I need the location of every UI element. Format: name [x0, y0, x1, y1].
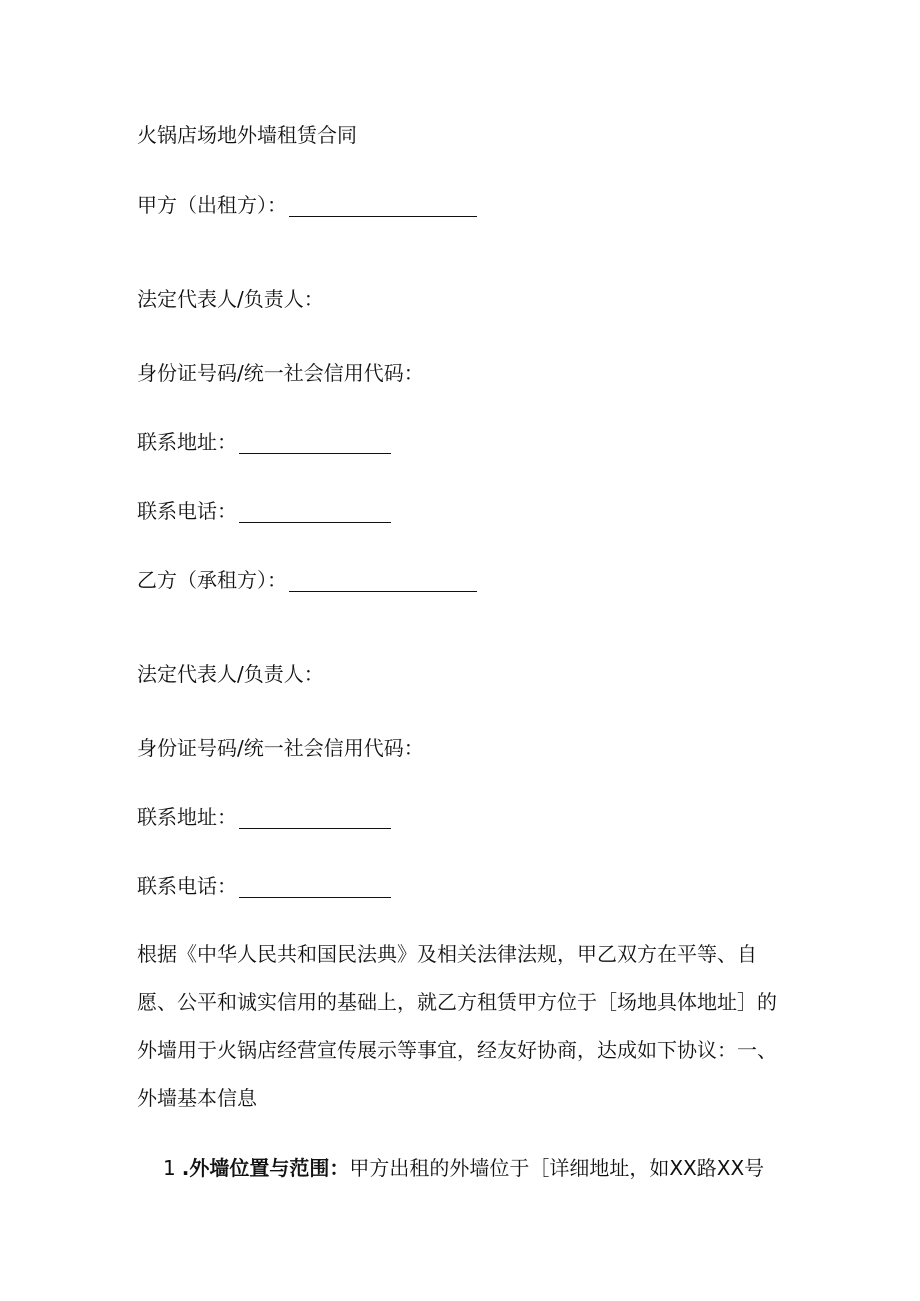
- party-b-id-code: 身份证号码/统一社会信用代码：: [137, 736, 424, 760]
- party-b-heading: 乙方（承租方）：: [137, 568, 477, 592]
- clause-number: 1: [163, 1156, 176, 1180]
- party-a-name-blank[interactable]: [289, 198, 477, 217]
- preamble-line: 外墙基本信息: [137, 1086, 257, 1110]
- preamble-line: 根据《中华人民共和国民法典》及相关法律法规，甲乙双方在平等、自: [137, 942, 757, 966]
- party-b-address-blank[interactable]: [239, 810, 391, 829]
- party-a-phone: 联系电话：: [137, 499, 391, 523]
- party-b-address: 联系地址：: [137, 805, 391, 829]
- party-a-address: 联系地址：: [137, 430, 391, 454]
- party-b-name-blank[interactable]: [289, 573, 477, 592]
- clause-label: .外墙位置与范围：: [181, 1156, 350, 1180]
- party-a-legal-rep: 法定代表人/负责人：: [137, 287, 324, 311]
- party-a-id-code: 身份证号码/统一社会信用代码：: [137, 361, 424, 385]
- party-b-phone-blank[interactable]: [239, 879, 391, 898]
- party-b-legal-rep: 法定代表人/负责人：: [137, 662, 324, 686]
- preamble-line: 外墙用于火锅店经营宣传展示等事宜，经友好协商，达成如下协议：一、: [137, 1038, 777, 1062]
- clause-1: [163, 1156, 764, 1180]
- clause-text: 甲方出租的外墙位于［详细地址，如XX路XX号: [349, 1156, 765, 1180]
- preamble-line: 愿、公平和诚实信用的基础上，就乙方租赁甲方位于［场地具体地址］的: [137, 990, 777, 1014]
- party-a-phone-blank[interactable]: [239, 504, 391, 523]
- document-title: 火锅店场地外墙租赁合同: [137, 123, 357, 147]
- party-a-heading: 甲方（出租方）：: [137, 193, 477, 217]
- party-b-phone: 联系电话：: [137, 874, 391, 898]
- preamble-paragraph: [137, 930, 787, 1122]
- party-a-address-blank[interactable]: [239, 435, 391, 454]
